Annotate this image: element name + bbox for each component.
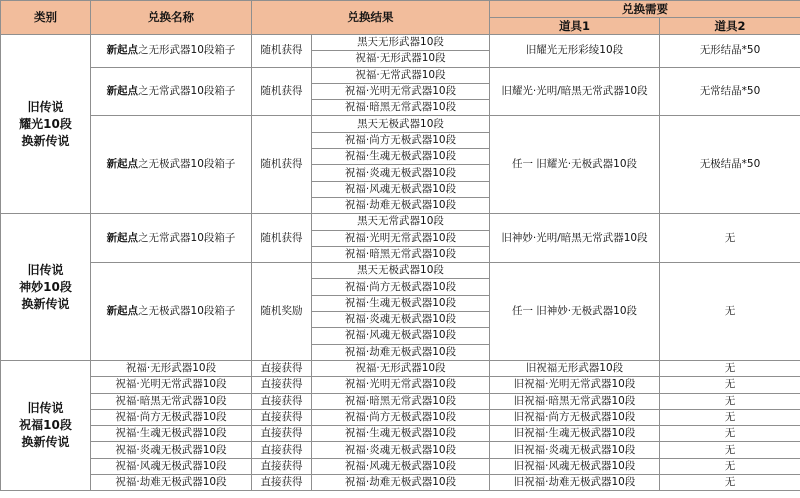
header-row xyxy=(1,1,800,18)
table-row xyxy=(1,116,800,132)
table-row xyxy=(1,409,800,425)
item1-cell: 旧祝福·尚方无极武器10段 xyxy=(490,409,660,425)
category-label: 旧传说 xyxy=(27,401,64,416)
table-row xyxy=(1,263,800,279)
box-name-prefix: 新起点 xyxy=(106,85,139,98)
table-row xyxy=(1,67,800,83)
box-name-suffix: 之无常武器10段箱子 xyxy=(138,85,236,98)
method-cell: 直接获得 xyxy=(252,442,312,458)
method-cell: 随机获得 xyxy=(252,35,312,68)
result-cell: 祝福·风魂无极武器10段 xyxy=(312,328,490,344)
method-cell: 直接获得 xyxy=(252,475,312,491)
item1-cell: 旧耀光无形彩绫10段 xyxy=(490,35,660,68)
result-cell: 祝福·暗黑无常武器10段 xyxy=(312,246,490,262)
result-cell: 祝福·炎魂无极武器10段 xyxy=(312,312,490,328)
box-name-suffix: 之无极武器10段箱子 xyxy=(138,305,236,318)
method-cell: 直接获得 xyxy=(252,377,312,393)
box-name-suffix: 之无极武器10段箱子 xyxy=(138,158,236,171)
category-cell xyxy=(1,35,91,214)
category-cell xyxy=(1,360,91,490)
category-label: 神妙10段 xyxy=(19,279,72,294)
table-row xyxy=(1,393,800,409)
item1-cell: 旧祝福·暗黑无常武器10段 xyxy=(490,393,660,409)
direct-name-cell: 祝福·风魂无极武器10段 xyxy=(91,458,252,474)
result-cell: 祝福·光明无常武器10段 xyxy=(312,83,490,99)
item1-cell: 旧祝福·生魂无极武器10段 xyxy=(490,426,660,442)
category-label: 旧传说 xyxy=(27,262,64,277)
result-cell: 祝福·生魂无极武器10段 xyxy=(312,149,490,165)
header-item1: 道具1 xyxy=(490,18,660,35)
result-cell: 祝福·尚方无极武器10段 xyxy=(312,279,490,295)
item2-cell: 无 xyxy=(660,458,800,474)
category-label: 祝福10段 xyxy=(19,418,72,433)
category-label: 耀光10段 xyxy=(19,116,72,131)
header-result: 兑换结果 xyxy=(252,1,490,35)
method-cell: 随机获得 xyxy=(252,116,312,214)
direct-name-cell: 祝福·无形武器10段 xyxy=(91,360,252,376)
category-label: 换新传说 xyxy=(21,435,70,450)
table-row xyxy=(1,35,800,51)
item1-cell: 旧祝福无形武器10段 xyxy=(490,360,660,376)
table-row xyxy=(1,426,800,442)
table-row xyxy=(1,475,800,491)
item2-cell: 无 xyxy=(660,409,800,425)
table-row xyxy=(1,458,800,474)
item1-cell: 旧神妙·光明/暗黑无常武器10段 xyxy=(490,214,660,263)
result-cell: 祝福·尚方无极武器10段 xyxy=(312,132,490,148)
direct-name-cell: 祝福·炎魂无极武器10段 xyxy=(91,442,252,458)
table-row xyxy=(1,360,800,376)
result-cell: 祝福·光明无常武器10段 xyxy=(312,377,490,393)
result-cell: 祝福·生魂无极武器10段 xyxy=(312,295,490,311)
header-item2: 道具2 xyxy=(660,18,800,35)
box-name-prefix: 新起点 xyxy=(106,158,139,171)
category-cell xyxy=(1,214,91,361)
item1-cell: 任一 旧神妙·无极武器10段 xyxy=(490,263,660,361)
result-cell: 祝福·无常武器10段 xyxy=(312,67,490,83)
box-name-prefix: 新起点 xyxy=(106,44,139,57)
item2-cell: 无 xyxy=(660,263,800,361)
box-name-prefix: 新起点 xyxy=(106,305,139,318)
box-name-cell xyxy=(91,67,252,116)
method-cell: 随机获得 xyxy=(252,214,312,263)
box-name-cell xyxy=(91,263,252,361)
result-cell: 祝福·光明无常武器10段 xyxy=(312,230,490,246)
result-cell: 黑天无极武器10段 xyxy=(312,116,490,132)
direct-name-cell: 祝福·生魂无极武器10段 xyxy=(91,426,252,442)
result-cell: 祝福·风魂无极武器10段 xyxy=(312,458,490,474)
method-cell: 直接获得 xyxy=(252,393,312,409)
box-name-prefix: 新起点 xyxy=(106,231,139,244)
item2-cell: 无形结晶*50 xyxy=(660,35,800,68)
result-cell: 黑天无极武器10段 xyxy=(312,263,490,279)
result-cell: 祝福·尚方无极武器10段 xyxy=(312,409,490,425)
item2-cell: 无 xyxy=(660,475,800,491)
result-cell: 黑天无形武器10段 xyxy=(312,35,490,51)
box-name-suffix: 之无形武器10段箱子 xyxy=(138,44,236,57)
direct-name-cell: 祝福·尚方无极武器10段 xyxy=(91,409,252,425)
item1-cell: 旧祝福·劫难无极武器10段 xyxy=(490,475,660,491)
item2-cell: 无极结晶*50 xyxy=(660,116,800,214)
item1-cell: 旧祝福·光明无常武器10段 xyxy=(490,377,660,393)
category-label: 换新传说 xyxy=(21,133,70,148)
result-cell: 祝福·生魂无极武器10段 xyxy=(312,426,490,442)
category-label: 换新传说 xyxy=(21,296,70,311)
method-cell: 直接获得 xyxy=(252,409,312,425)
item2-cell: 无常结晶*50 xyxy=(660,67,800,116)
method-cell: 直接获得 xyxy=(252,426,312,442)
result-cell: 祝福·暗黑无常武器10段 xyxy=(312,393,490,409)
box-name-cell xyxy=(91,116,252,214)
box-name-cell xyxy=(91,35,252,68)
table-body xyxy=(1,35,800,491)
direct-name-cell: 祝福·光明无常武器10段 xyxy=(91,377,252,393)
header-requirement: 兑换需要 xyxy=(490,1,800,18)
result-cell: 祝福·劫难无极武器10段 xyxy=(312,344,490,360)
table-row xyxy=(1,377,800,393)
item1-cell: 旧祝福·风魂无极武器10段 xyxy=(490,458,660,474)
result-cell: 祝福·无形武器10段 xyxy=(312,51,490,67)
item2-cell: 无 xyxy=(660,360,800,376)
item2-cell: 无 xyxy=(660,426,800,442)
result-cell: 祝福·炎魂无极武器10段 xyxy=(312,442,490,458)
method-cell: 随机奖励 xyxy=(252,263,312,361)
direct-name-cell: 祝福·暗黑无常武器10段 xyxy=(91,393,252,409)
item2-cell: 无 xyxy=(660,214,800,263)
result-cell: 祝福·炎魂无极武器10段 xyxy=(312,165,490,181)
box-name-cell xyxy=(91,214,252,263)
method-cell: 随机获得 xyxy=(252,67,312,116)
result-cell: 祝福·暗黑无常武器10段 xyxy=(312,100,490,116)
item1-cell: 旧祝福·炎魂无极武器10段 xyxy=(490,442,660,458)
result-cell: 祝福·劫难无极武器10段 xyxy=(312,475,490,491)
result-cell: 祝福·劫难无极武器10段 xyxy=(312,197,490,213)
box-name-suffix: 之无常武器10段箱子 xyxy=(138,231,236,244)
header-name: 兑换名称 xyxy=(91,1,252,35)
table-row xyxy=(1,442,800,458)
direct-name-cell: 祝福·劫难无极武器10段 xyxy=(91,475,252,491)
item2-cell: 无 xyxy=(660,377,800,393)
result-cell: 黑天无常武器10段 xyxy=(312,214,490,230)
item2-cell: 无 xyxy=(660,442,800,458)
result-cell: 祝福·无形武器10段 xyxy=(312,360,490,376)
method-cell: 直接获得 xyxy=(252,458,312,474)
item1-cell: 任一 旧耀光·无极武器10段 xyxy=(490,116,660,214)
item1-cell: 旧耀光·光明/暗黑无常武器10段 xyxy=(490,67,660,116)
header-category: 类别 xyxy=(1,1,91,35)
table-row xyxy=(1,214,800,230)
category-label: 旧传说 xyxy=(27,99,64,114)
result-cell: 祝福·风魂无极武器10段 xyxy=(312,181,490,197)
method-cell: 直接获得 xyxy=(252,360,312,376)
item2-cell: 无 xyxy=(660,393,800,409)
